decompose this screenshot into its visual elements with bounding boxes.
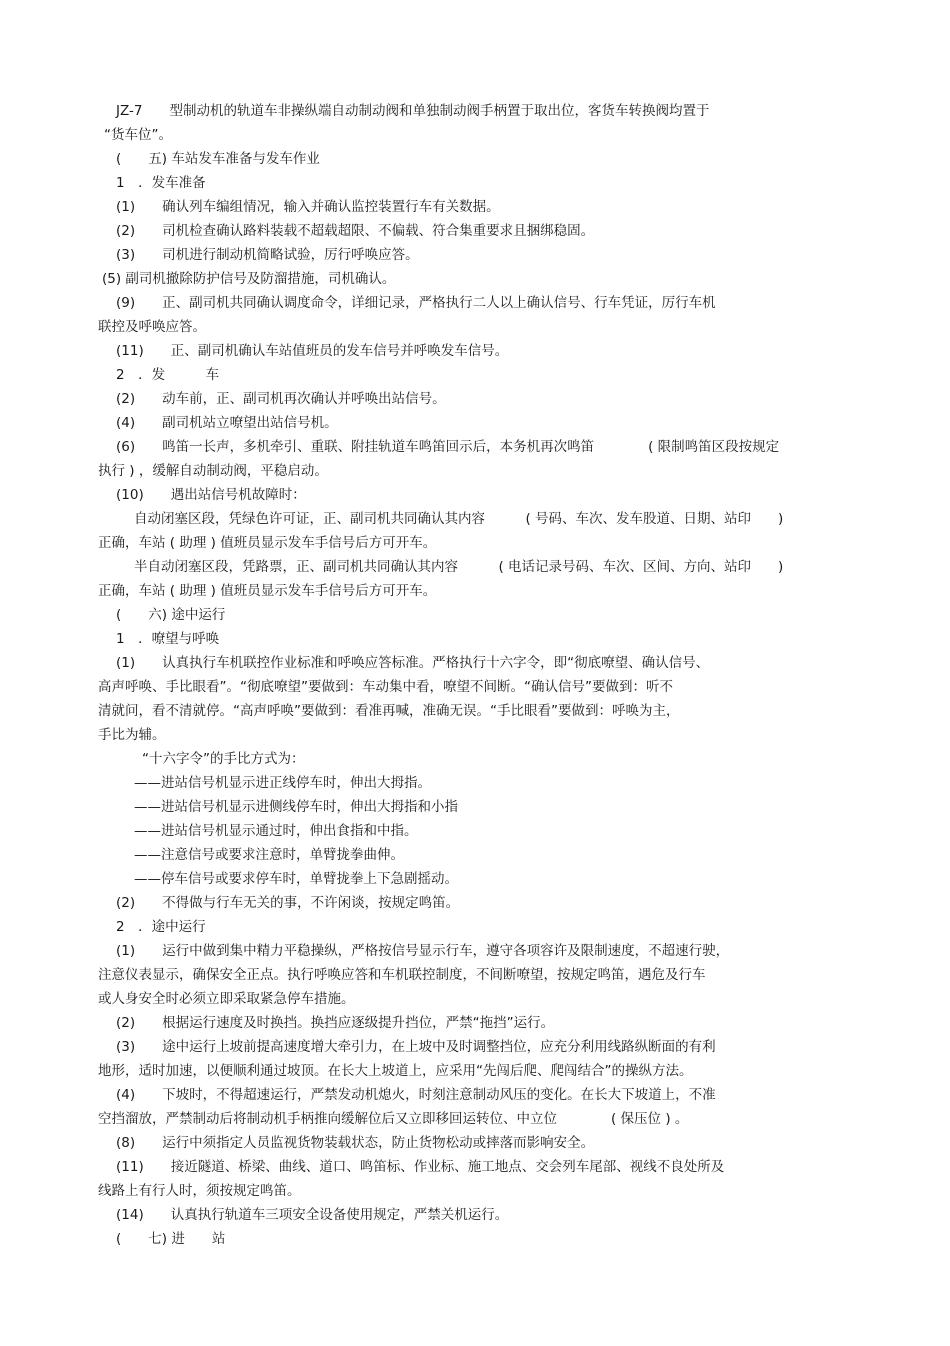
- text-line: (4) 下坡时，不得超速运行，严禁发动机熄火，时刻注意制动风压的变化。在长大下坡道上，不准: [116, 1087, 716, 1103]
- list-item: ——注意信号或要求注意时，单臂拢拳曲伸。: [134, 847, 404, 863]
- text-line: (1) 认真执行车机联控作业标准和呼唤应答标准。严格执行十六字令，即“彻底嘹望、确认信号、: [116, 655, 710, 671]
- text-line: 半自动闭塞区段，凭路票，正、副司机共同确认其内容 ( 电话记录号码、车次、区间、方向、站印 ): [134, 559, 784, 575]
- text-line: (9) 正、副司机共同确认调度命令，详细记录，严格执行二人以上确认信号、行车凭证，厉行车机: [116, 295, 716, 311]
- text-line: 地形，适时加速，以便顺利通过坡顶。在长大上坡道上，应采用“先闯后爬、爬闯结合”的操纵方法。: [98, 1063, 693, 1079]
- text-line: 联控及呼唤应答。: [98, 319, 206, 335]
- text-line: 注意仪表显示，确保安全正点。执行呼唤应答和车机联控制度，不间断嘹望，按规定鸣笛，遇危及行车: [98, 967, 706, 983]
- text-line: 空挡溜放，严禁制动后将制动机手柄推向缓解位后又立即移回运转位、中立位 ( 保压位 ) 。: [98, 1111, 689, 1127]
- text-line: “货车位”。: [104, 127, 172, 143]
- text-line: 手比为辅。: [98, 727, 166, 743]
- text-line: (4) 副司机站立嘹望出站信号机。: [116, 415, 338, 431]
- text-line: JZ-7 型制动机的轨道车非操纵端自动制动阀和单独制动阀手柄置于取出位，客货车转换阀均置于: [116, 103, 710, 119]
- text-line: (1) 确认列车编组情况，输入并确认监控装置行车有关数据。: [116, 199, 500, 215]
- text-line: 高声呼唤、手比眼看”。“彻底嘹望”要做到：车动集中看，嘹望不间断。“确认信号”要做到：听不: [98, 679, 673, 695]
- text-line: (10) 遇出站信号机故障时：: [116, 487, 306, 503]
- text-line: 线路上有行人时，须按规定鸣笛。: [98, 1183, 301, 1199]
- text-line: (14) 认真执行轨道车三项安全设备使用规定，严禁关机运行。: [116, 1207, 509, 1223]
- section-heading: ( 七) 进 站: [116, 1231, 226, 1247]
- text-line: (6) 鸣笛一长声，多机牵引、重联、附挂轨道车鸣笛回示后，本务机再次鸣笛 ( 限制鸣笛区段按规定: [116, 439, 780, 455]
- list-item: ——进站信号机显示进侧线停车时，伸出大拇指和小指: [134, 799, 458, 815]
- list-item: ——停车信号或要求停车时，单臂拢拳上下急剧摇动。: [134, 871, 458, 887]
- text-line: 正确，车站 ( 助理 ) 值班员显示发车手信号后方可开车。: [98, 535, 437, 551]
- subsection-heading: 1 ．嘹望与呼唤: [116, 631, 220, 647]
- text-line: (2) 动车前，正、副司机再次确认并呼唤出站信号。: [116, 391, 446, 407]
- text-line: (11) 正、副司机确认车站值班员的发车信号并呼唤发车信号。: [116, 343, 509, 359]
- subsection-heading: 2 ．发 车: [116, 367, 220, 383]
- text-line: 自动闭塞区段，凭绿色许可证，正、副司机共同确认其内容 ( 号码、车次、发车股道、日期、站印 ): [134, 511, 784, 527]
- text-line: (11) 接近隧道、桥梁、曲线、道口、鸣笛标、作业标、施工地点、交会列车尾部、视线不良处所及: [116, 1159, 725, 1175]
- section-heading: ( 五) 车站发车准备与发车作业: [116, 151, 320, 167]
- subsection-heading: 1 ．发车准备: [116, 175, 206, 191]
- section-heading: ( 六) 途中运行: [116, 607, 226, 623]
- text-line: (1) 运行中做到集中精力平稳操纵，严格按信号显示行车，遵守各项容许及限制速度，不超速行驶，: [116, 943, 730, 959]
- text-line: 清就问，看不清就停。“高声呼唤”要做到：看准再喊，准确无误。“手比眼看”要做到：呼唤为主，: [98, 703, 680, 719]
- text-line: 正确，车站 ( 助理 ) 值班员显示发车手信号后方可开车。: [98, 583, 437, 599]
- text-line: (2) 司机检查确认路料装载不超载超限、不偏载、符合集重要求且捆绑稳固。: [116, 223, 595, 239]
- text-line: “十六字令”的手比方式为：: [142, 751, 305, 767]
- text-line: (8) 运行中须指定人员监视货物装载状态，防止货物松动或摔落而影响安全。: [116, 1135, 595, 1151]
- text-line: (3) 途中运行上坡前提高速度增大牵引力，在上坡中及时调整挡位，应充分利用线路纵断面的有利: [116, 1039, 716, 1055]
- text-line: (2) 不得做与行车无关的事，不许闲谈，按规定鸣笛。: [116, 895, 460, 911]
- subsection-heading: 2 ．途中运行: [116, 919, 206, 935]
- text-line: (2) 根据运行速度及时换挡。换挡应逐级提升挡位，严禁“拖挡”运行。: [116, 1015, 555, 1031]
- list-item: ——进站信号机显示通过时，伸出食指和中指。: [134, 823, 418, 839]
- list-item: ——进站信号机显示进正线停车时，伸出大拇指。: [134, 775, 431, 791]
- text-line: 或人身安全时必须立即采取紧急停车措施。: [98, 991, 355, 1007]
- text-line: (5) 副司机撤除防护信号及防溜措施，司机确认。: [102, 271, 396, 287]
- text-line: 执行 ) ，缓解自动制动阀，平稳启动。: [98, 463, 328, 479]
- text-line: (3) 司机进行制动机简略试验，厉行呼唤应答。: [116, 247, 419, 263]
